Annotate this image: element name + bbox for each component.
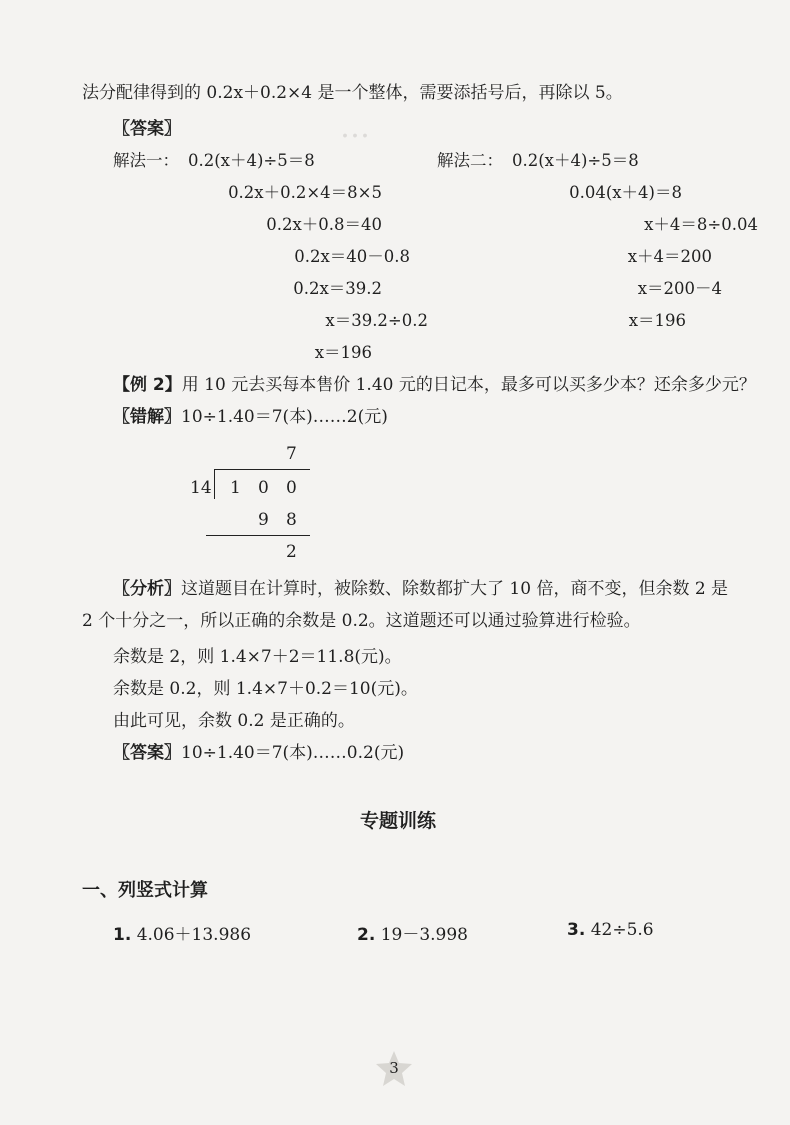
solution-one-step: 0.2(x＋4)÷5＝8 [188,151,315,170]
bleed-through-text: … [340,110,370,145]
problem-2 [357,920,468,945]
division-product-digit: 9 [258,510,269,530]
solution-one-step: 0.2x＋0.2×4＝8×5 [228,183,382,202]
answer-2-text: 10÷1.40＝7(本)……0.2(元) [181,743,405,763]
solution-two-step: 0.2(x＋4)÷5＝8 [512,151,639,170]
intro-line: 法分配律得到的 0.2x＋0.2×4 是一个整体，需要添括号后，再除以 5。 [82,83,623,103]
division-dividend-digit: 1 [230,478,241,498]
division-quotient: 7 [286,444,297,464]
wrong-text: 10÷1.40＝7(本)……2(元) [181,407,388,427]
solution-two-step: x＋4＝200 [627,247,712,266]
check-line-2: 余数是 0.2，则 1.4×7＋0.2＝10(元)。 [113,679,418,699]
solution-one-step: x＝196 [314,343,372,362]
example-2-label: 【例 2】 [113,375,182,395]
solution-two-step: x＝196 [628,311,686,330]
check-line-1: 余数是 2，则 1.4×7＋2＝11.8(元)。 [113,647,402,667]
solution-two-step: 0.04(x＋4)＝8 [569,183,682,202]
problem-expression: 4.06＋13.986 [136,925,252,945]
training-title: 专题训练 [360,810,437,832]
solution-one-step: 0.2x＋0.8＝40 [266,215,382,234]
division-remainder: 2 [286,542,297,562]
solution-one-step: 0.2x＝39.2 [293,279,382,298]
page-number: 3 [389,1059,399,1077]
example-2-text: 用 10 元去买每本售价 1.40 元的日记本，最多可以买多少本？还余多少元？ [181,375,756,395]
conclusion-line: 由此可见，余数 0.2 是正确的。 [113,711,355,731]
division-bracket [214,469,215,499]
division-bar [214,469,310,470]
analysis-label: 〖分析〗 [113,579,181,599]
solution-one-label: 解法一： [113,151,179,170]
problem-1 [113,920,251,945]
section-1-title: 一、列竖式计算 [82,880,208,901]
solution-two-step: x＝200－4 [637,279,722,298]
problem-expression: 19－3.998 [380,925,469,945]
division-dividend-digit: 0 [258,478,269,498]
page-number-badge [374,1049,414,1089]
example-2 [113,374,756,396]
division-divisor: 14 [190,478,212,498]
solution-two-step: x＋4＝8÷0.04 [644,215,758,234]
analysis-line-2: 2 个十分之一，所以正确的余数是 0.2。这道题还可以通过验算进行检验。 [82,611,641,631]
division-subtract-line [206,535,310,536]
division-dividend-digit: 0 [286,478,297,498]
solution-two-label: 解法二： [437,151,503,170]
problem-number: 1. [113,925,132,945]
division-product-digit: 8 [286,510,297,530]
problem-number: 3. [567,920,586,940]
answer-label: 〖答案〗 [113,119,181,139]
problem-number: 2. [357,925,376,945]
problem-3 [567,920,654,940]
answer-2-label: 〖答案〗 [113,743,181,763]
solution-one-step: x＝39.2÷0.2 [325,311,428,330]
wrong-label: 〖错解〗 [113,407,181,427]
wrong-solution [113,406,388,428]
analysis-line-1 [113,578,728,600]
solution-one-step: 0.2x＝40－0.8 [294,247,410,266]
problem-expression: 42÷5.6 [590,920,654,940]
answer-2 [113,742,404,764]
analysis-text: 这道题目在计算时，被除数、除数都扩大了 10 倍，商不变，但余数 2 是 [181,579,729,599]
